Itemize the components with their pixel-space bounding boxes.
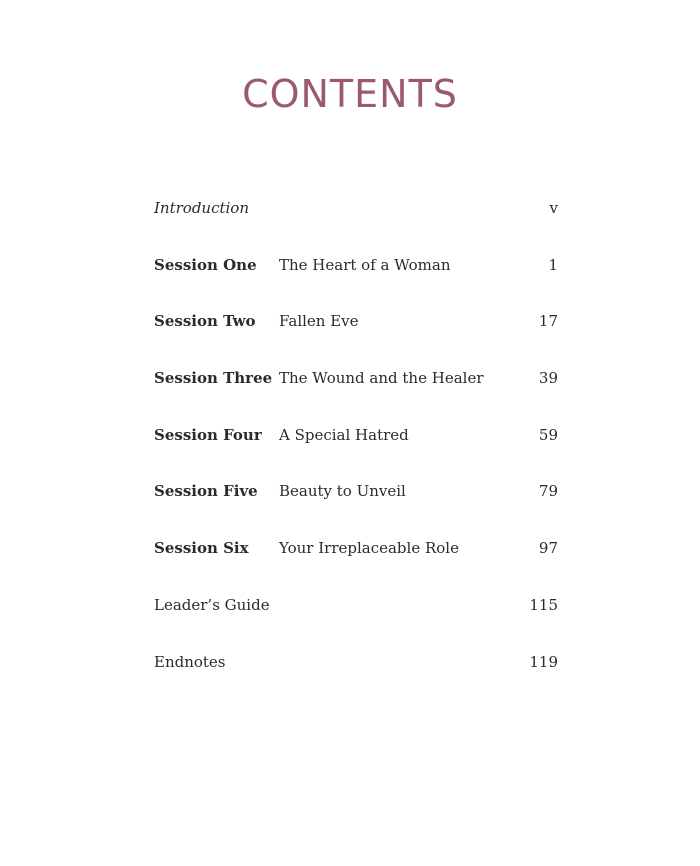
toc-entry-label: Endnotes <box>154 652 226 671</box>
toc-page-number: 17 <box>538 312 558 331</box>
toc-entry-session-five[interactable] <box>154 473 558 530</box>
toc-entry-title: The Heart of a Woman <box>279 255 451 274</box>
toc-entry-label: Session Three <box>154 369 273 388</box>
toc-entry-session-two[interactable] <box>154 303 558 360</box>
toc-page-number: 39 <box>538 369 558 388</box>
toc-entry-label: Session Five <box>154 482 258 501</box>
toc-entry-label: Session Six <box>154 539 249 558</box>
toc-entry-title: The Wound and the Healer <box>279 369 484 388</box>
page-title: CONTENTS <box>242 72 458 116</box>
toc-entry-label: Session Two <box>154 312 256 331</box>
toc-page-number: 119 <box>529 652 558 671</box>
toc-entry-session-six[interactable] <box>154 530 558 587</box>
toc-entry-title: Your Irreplaceable Role <box>279 539 459 558</box>
toc-entry-introduction[interactable] <box>154 190 558 247</box>
toc-entry-session-one[interactable] <box>154 247 558 304</box>
toc-entry-leaders-guide[interactable] <box>154 587 558 644</box>
toc-entry-endnotes[interactable] <box>154 644 558 701</box>
toc-page-number: 1 <box>548 255 558 274</box>
toc-entry-label: Introduction <box>154 199 249 217</box>
toc-page-number: 97 <box>538 539 558 558</box>
toc-entry-title: Fallen Eve <box>279 312 359 331</box>
table-of-contents <box>154 190 558 700</box>
toc-page-number: v <box>549 199 558 217</box>
toc-page-number: 59 <box>538 425 558 444</box>
toc-entry-title: A Special Hatred <box>279 425 409 444</box>
toc-entry-session-four[interactable] <box>154 417 558 474</box>
toc-entry-label: Session Four <box>154 425 262 444</box>
toc-entry-title: Beauty to Unveil <box>279 482 406 501</box>
toc-entry-label: Leader’s Guide <box>154 595 270 614</box>
toc-entry-label: Session One <box>154 255 257 274</box>
toc-entry-session-three[interactable] <box>154 360 558 417</box>
toc-page-number: 79 <box>538 482 558 501</box>
toc-page-number: 115 <box>529 595 558 614</box>
